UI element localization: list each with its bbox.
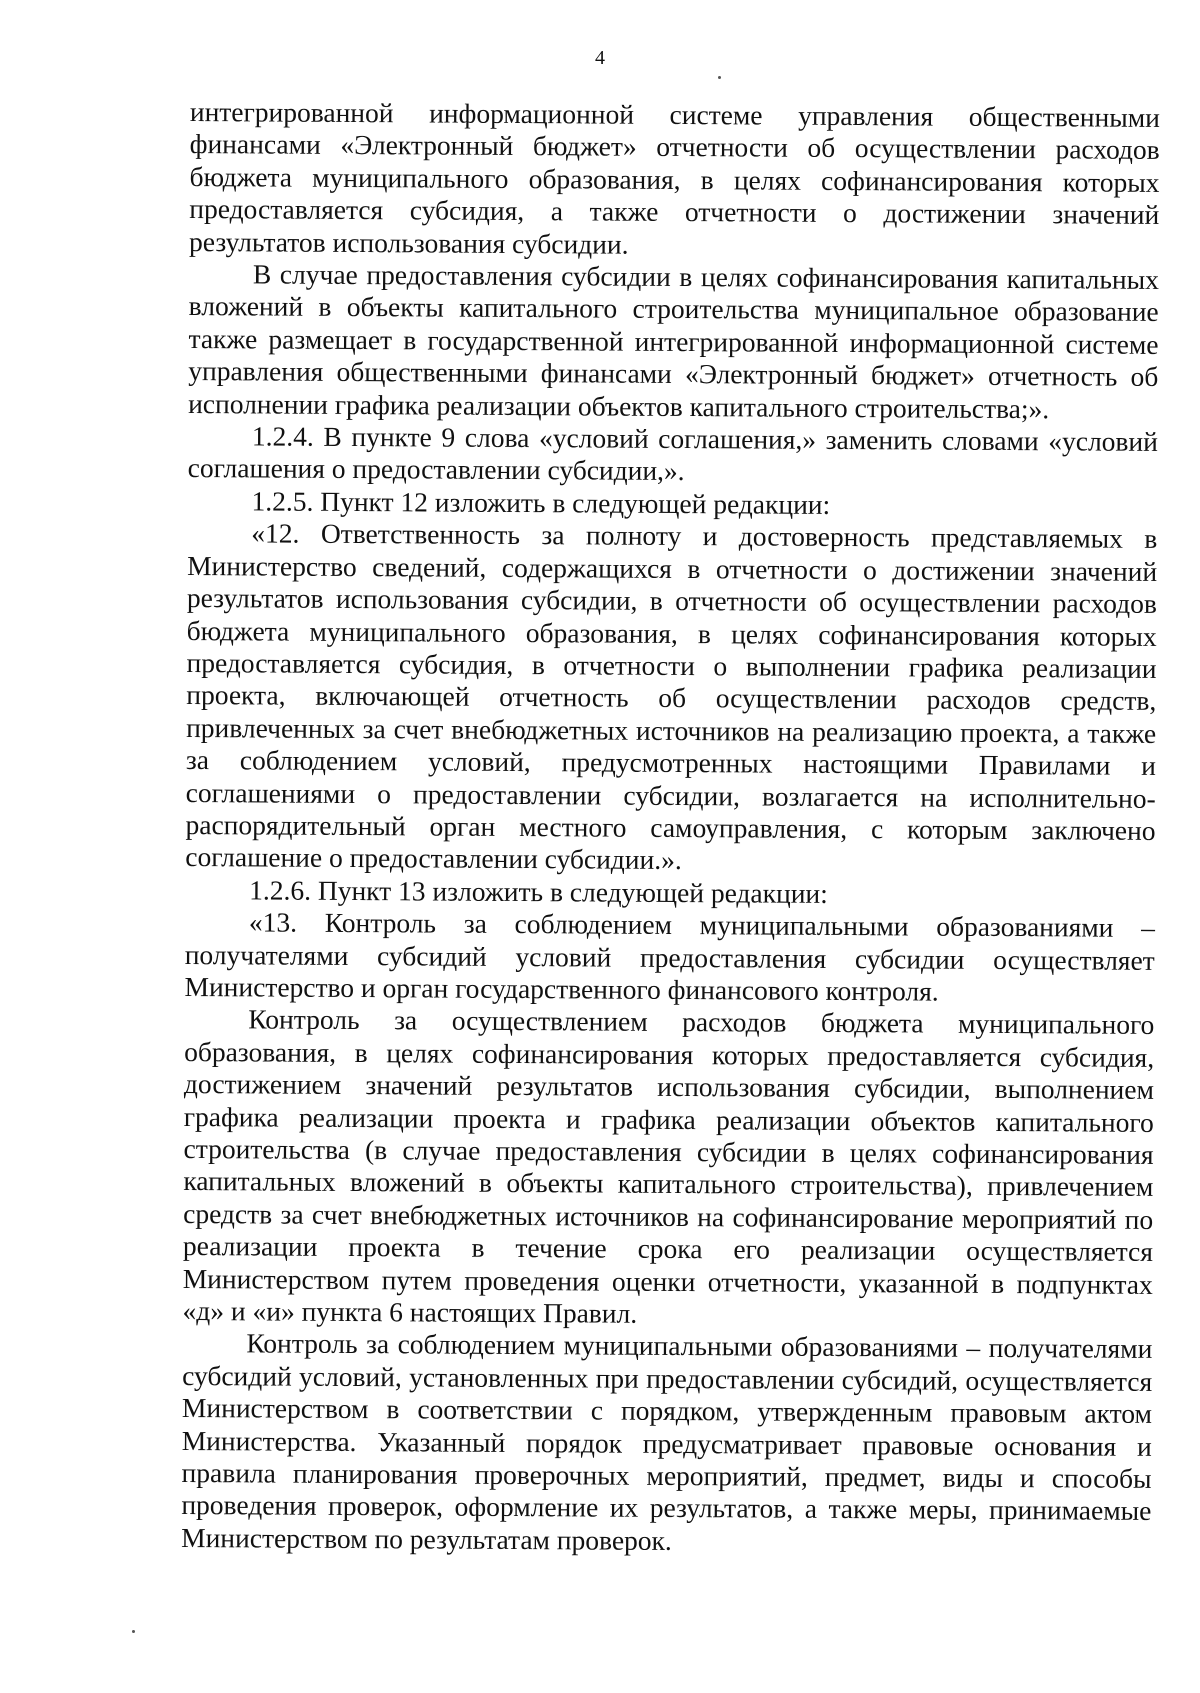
page-number: 4 — [595, 47, 605, 69]
paragraph-continuation: интегрированной информационной системе управления общественными финансами «Электронный бюджет» отчетности об осуществлении расходов бюджета муниципального образования, в целях софинансирования которых предоставляется субсидия, а также отчетности о достижении значений результатов использования субсидии. — [189, 96, 1160, 260]
paragraph-control-conditions: Контроль за соблюдением муниципальными образованиями – получателями субсидий условий, установленных при предоставлении субсидий, осуществляется Министерством в соответствии с порядком, утвержденным правовым актом Министерства. Указанный порядок предусматривает правовые основания и правила планирования проверочных мероприятий, предмет, виды и способы проведения проверок, оформление их результатов, а также меры, принимаемые Министерством по результатам проверок. — [181, 1327, 1153, 1556]
scan-speck — [132, 1630, 135, 1633]
paragraph-capital-investments: В случае предоставления субсидии в целях софинансирования капитальных вложений в объекты капитального строительства муниципальное образование также размещает в государственной интегрированной информационной системе управления общественными финансами «Электронный бюджет» отчетность об исполнении графика реализации объектов капитального строительства;». — [188, 258, 1159, 424]
paragraph-item-1-2-5: 1.2.5. Пункт 12 изложить в следующей редакции: — [251, 485, 831, 520]
paragraph-item-1-2-4: 1.2.4. В пункте 9 слова «условий соглашения,» заменить словами «условий соглашения о предоставлении субсидии,». — [187, 420, 1159, 487]
paragraph-clause-13: «13. Контроль за соблюдением муниципальными образованиями – получателями субсидий условий предоставления субсидии осуществляет Министерство и орган государственного финансового контроля. — [184, 906, 1156, 1007]
document-body — [181, 96, 1160, 1560]
paragraph-clause-12: «12. Ответственность за полноту и достоверность представляемых в Министерство сведений, содержащихся в отчетности о достижении значений результатов использования субсидии, в отчетности об осуществлении расходов бюджета муниципального образования, в целях софинансирования которых предоставляется субсидия, в отчетности о выполнении графика реализации проекта, включающей отчетность об осуществлении расходов средств, привлеченных за счет внебюджетных источников на реализацию проекта, а также за соблюдением условий, предусмотренных настоящими Правилами и соглашениями о предоставлении субсидии, возлагается на исполнительно-распорядительный орган местного самоуправления, с которым заключено соглашение о предоставлении субсидии.». — [185, 517, 1158, 876]
paragraph-control-expenses: Контроль за осуществлением расходов бюджета муниципального образования, в целях софинансирования которых предоставляется субсидия, достижением значений результатов использования субсидии, выполнением графика реализации проекта и графика реализации объектов капитального строительства (в случае предоставления субсидии в целях софинансирования капитальных вложений в объекты капитального строительства), привлечением средств за счет внебюджетных источников на софинансирование мероприятий по реализации проекта в течение срока его реализации осуществляется Министерством путем проведения оценки отчетности, указанной в подпунктах «д» и «и» пункта 6 настоящих Правил. — [182, 1003, 1155, 1329]
scan-speck — [718, 76, 721, 79]
paragraph-item-1-2-6: 1.2.6. Пункт 13 изложить в следующей редакции: — [249, 874, 828, 909]
